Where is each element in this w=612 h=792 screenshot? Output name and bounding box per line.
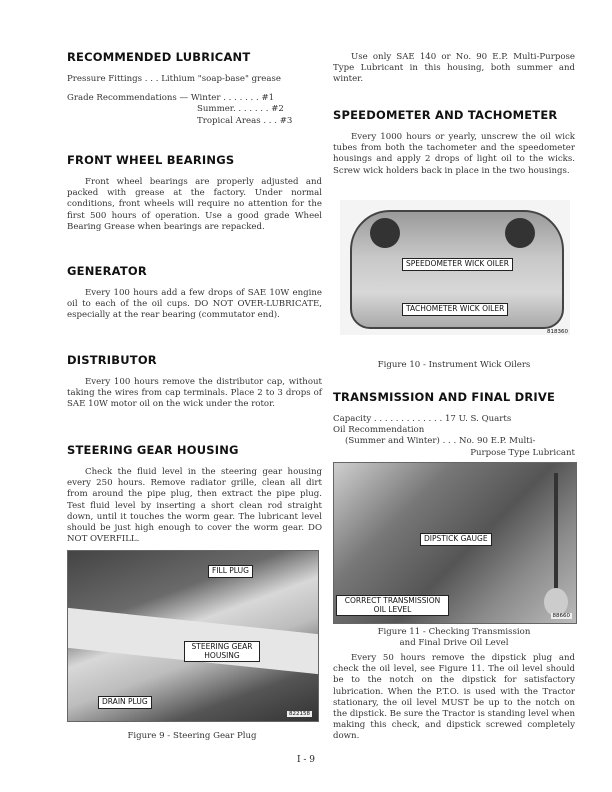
- dipstick-shape: [554, 473, 558, 593]
- correct-transmission-oil-level-label: CORRECT TRANSMISSION OIL LEVEL: [336, 595, 449, 616]
- figure-11-caption-line-2: and Final Drive Oil Level: [399, 638, 509, 649]
- oil-recommendation-line-3: Purpose Type Lubricant: [470, 447, 575, 458]
- heading-speedometer-tachometer: SPEEDOMETER AND TACHOMETER: [333, 108, 558, 122]
- gauge-icon: [370, 218, 400, 248]
- section-steering-gear-housing: [67, 443, 322, 545]
- figure-9-caption: Figure 9 - Steering Gear Plug: [127, 731, 257, 741]
- heading-recommended-lubricant: RECOMMENDED LUBRICANT: [67, 50, 251, 64]
- section-speedometer-tachometer: [333, 108, 575, 177]
- oil-can-shape: [544, 588, 568, 616]
- page-number: I - 9: [296, 755, 316, 765]
- capacity-line: Capacity . . . . . . . . . . . . . 17 U. S. Quarts: [333, 414, 512, 424]
- section-distributor: [67, 353, 322, 411]
- section-front-wheel-bearings: [67, 153, 322, 233]
- housing-intro-body: Use only SAE 140 or No. 90 E.P. Multi-Purpose Type Lubricant in this housing, both summer and winter.: [333, 52, 575, 85]
- heading-distributor: DISTRIBUTOR: [67, 353, 157, 367]
- dipstick-gauge-label: DIPSTICK GAUGE: [420, 533, 492, 546]
- grade-line-tropical: Tropical Areas . . . #3: [197, 115, 293, 126]
- figure-11-image: [333, 462, 577, 624]
- section-housing-intro: [333, 52, 575, 86]
- section-transmission: [333, 390, 575, 459]
- heading-generator: GENERATOR: [67, 264, 147, 278]
- figure-10-caption: Figure 10 - Instrument Wick Oilers: [377, 360, 531, 370]
- speedometer-wick-oiler-label: SPEEDOMETER WICK OILER: [402, 258, 513, 271]
- grade-line-summer: Summer. . . . . . . #2: [197, 104, 284, 115]
- steering-gear-housing-label: STEERING GEAR HOUSING: [184, 641, 260, 662]
- figure-9-code: 822158: [289, 711, 310, 717]
- front-wheel-bearings-body: Front wheel bearings are properly adjusted and packed with grease at the factory. Under normal conditions, front wheels will require no attention for the first 500 hours of operation. Use a good grade Wheel Bearing Grease when bearings are repacked.: [67, 177, 322, 232]
- section-recommended-lubricant: [67, 50, 322, 127]
- figure-11-caption-line-1: Figure 11 - Checking Transmission: [377, 627, 531, 637]
- section-transmission-body: [333, 653, 575, 743]
- figure-10-image: [340, 200, 570, 335]
- heading-steering-gear-housing: STEERING GEAR HOUSING: [67, 443, 239, 457]
- grade-line-winter: Grade Recommendations — Winter . . . . . . . #1: [67, 93, 275, 104]
- gauge-icon: [505, 218, 535, 248]
- heading-front-wheel-bearings: FRONT WHEEL BEARINGS: [67, 153, 235, 167]
- transmission-body: Every 50 hours remove the dipstick plug and check the oil level, see Figure 11. The oil level should be to the notch on the dipstick for satisfactory lubrication. When the P.T.O. is used with the Tractor stationary, the oil level MUST be up to the notch on the dipstick. Be sure the Tractor is standing level when making this check, and dipstick screwed completely down.: [333, 653, 575, 742]
- steering-gear-housing-body: Check the fluid level in the steering gear housing every 250 hours. Remove radiator grille, clean all dirt from around the pipe plug, then extract the pipe plug. Test fluid level by inserting a short clean rod straight down, until it touches the worm gear. The lubricant level should be just high enough to cover the worm gear. DO NOT OVERFILL.: [67, 467, 322, 545]
- pressure-fittings-line: Pressure Fittings . . . Lithium "soap-base" grease: [67, 74, 281, 84]
- oil-recommendation-line: Oil Recommendation: [333, 425, 425, 436]
- section-generator: [67, 264, 322, 322]
- speedometer-body: Every 1000 hours or yearly, unscrew the oil wick tubes from both the tachometer and the speedometer housings and apply 2 drops of light oil to the wicks. Screw wick holders back in place in the two housings.: [333, 132, 575, 176]
- distributor-body: Every 100 hours remove the distributor cap, without taking the wires from cap terminals. Place 2 to 3 drops of SAE 10W motor oil on the wick under the rotor.: [67, 377, 322, 410]
- figure-11-caption: [333, 627, 575, 649]
- oil-recommendation-line-2: (Summer and Winter) . . . No. 90 E.P. Multi-: [345, 436, 536, 447]
- heading-transmission: TRANSMISSION AND FINAL DRIVE: [333, 390, 556, 404]
- figure-11-code: 88660: [552, 613, 570, 619]
- drain-plug-label: DRAIN PLUG: [98, 696, 152, 709]
- fill-plug-label: FILL PLUG: [208, 565, 253, 578]
- figure-10-code: 818360: [547, 329, 568, 335]
- generator-body: Every 100 hours add a few drops of SAE 10W engine oil to each of the oil cups. DO NOT OVER-LUBRICATE, especially at the rear bearing (commutator end).: [67, 288, 322, 321]
- tachometer-wick-oiler-label: TACHOMETER WICK OILER: [402, 303, 508, 316]
- figure-9-image: [67, 550, 319, 722]
